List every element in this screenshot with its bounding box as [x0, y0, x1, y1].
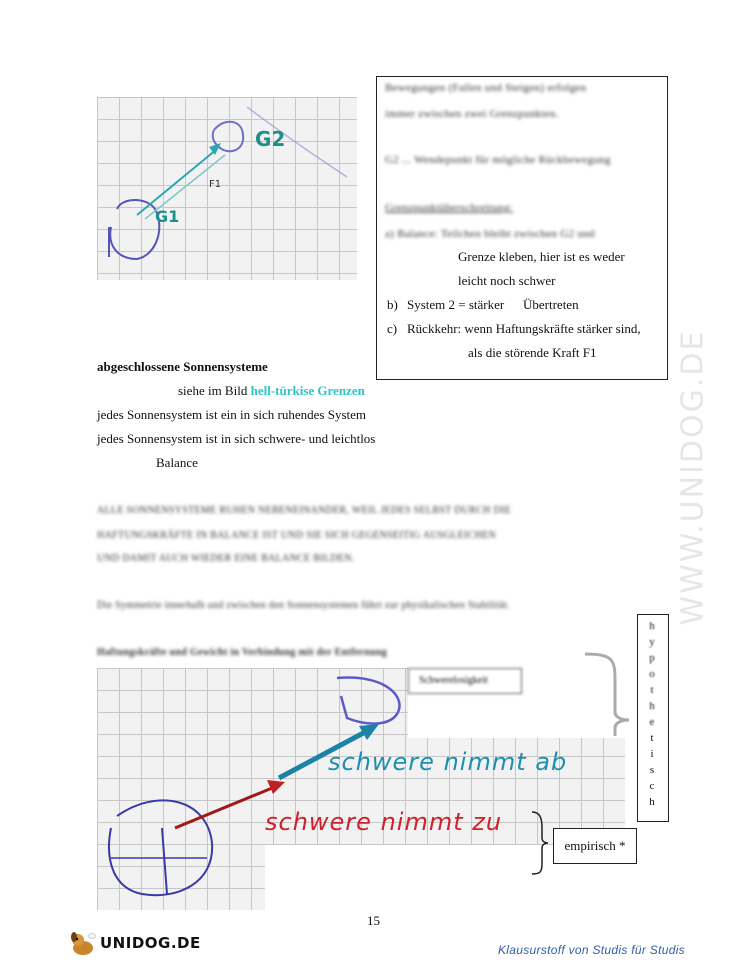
hypothetisch-letter: y: [649, 636, 655, 648]
box-blur-line: G2 ... Wendepunkt für mögliche Rückbewegung: [385, 154, 611, 166]
section-line-1-prefix: siehe im Bild: [178, 383, 251, 398]
hypothetisch-letter: t: [650, 684, 654, 696]
brace-empirisch: [530, 810, 550, 876]
hypothetisch-letter: i: [650, 748, 654, 760]
box-blur-line: a) Balance: Teilchen bleibt zwischen G2 und: [385, 228, 595, 240]
box-line-b-text: System 2 = stärker: [407, 297, 505, 312]
section-line-1: [178, 379, 365, 403]
figure-1-photo: [97, 97, 357, 280]
box-line-c-text: Rückkehr: wenn Haftungskräfte stärker sind,: [407, 321, 641, 336]
box-line-b-extra: Übertreten: [523, 297, 579, 312]
empirisch-box: [553, 828, 637, 864]
figure-1-drawing: [97, 97, 357, 280]
footer-logo-text: UNIDOG.DE: [100, 934, 201, 952]
section-heading: abgeschlossene Sonnensysteme: [97, 359, 268, 374]
hypothetisch-letters: [637, 618, 667, 810]
blurred-subheading: Haftungskräfte und Gewicht in Verbindung mit der Entfernung: [97, 647, 388, 658]
section-line-2: jedes Sonnensystem ist ein in sich ruhendes System: [97, 407, 367, 422]
brace-hypothetisch: [583, 650, 633, 740]
footer-tagline: Klausurstoff von Studis für Studis: [498, 943, 685, 957]
figure-1-label-f1: F1: [209, 179, 222, 190]
box-line-a-cont1: Grenze kleben, hier ist es weder: [458, 249, 625, 264]
hypothetisch-letter: t: [650, 732, 654, 744]
footer-logo: [68, 928, 201, 958]
hypothetisch-letter: h: [649, 700, 655, 712]
section-line-1-highlight: hell-türkise Grenzen: [250, 383, 365, 398]
box-line-c-cont: als die störende Kraft F1: [468, 345, 597, 360]
blurred-paragraph-line: UND DAMIT AUCH WIEDER EINE BALANCE BILDEN.: [97, 553, 355, 564]
hypothetisch-letter: h: [649, 620, 655, 632]
dog-icon: [68, 928, 98, 958]
box-line-b-marker: b): [387, 297, 398, 312]
watermark-text: WWW.UNIDOG.DE: [675, 329, 711, 626]
hypothetisch-letter: h: [649, 796, 655, 808]
box-blur-line: Grenzpunktüberschreitung:: [385, 202, 513, 214]
blurred-paragraph-line: Die Symmetrie innerhalb und zwischen den Sonnensystemen führt zur physikalischen Stabilität.: [97, 600, 510, 611]
empirisch-label: empirisch *: [564, 838, 626, 853]
hypothetisch-letter: e: [649, 716, 655, 728]
hypothetisch-letter: s: [649, 764, 655, 776]
hypothetisch-letter: p: [649, 652, 655, 664]
blurred-paragraph-line: HAFTUNGSKRÄFTE IN BALANCE IST UND SIE SICH GEGENSEITIG AUSGLEICHEN: [97, 530, 497, 541]
schwerelosigkeit-label: Schwerelosigkeit: [419, 675, 488, 686]
page-number: 15: [367, 913, 380, 928]
schwerelosigkeit-box: [408, 668, 522, 694]
hypothetisch-letter: c: [649, 780, 655, 792]
figure-1-label-g1: G1: [155, 207, 180, 226]
section-line-4: Balance: [156, 455, 198, 470]
box-line-a-cont2: leicht noch schwer: [458, 273, 556, 288]
box-blur-line: Bewegungen (Fallen und Steigen) erfolgen: [385, 82, 587, 94]
box-line-c-marker: c): [387, 321, 398, 336]
handwriting-schwere-ab: schwere nimmt ab: [328, 748, 568, 776]
section-line-3: jedes Sonnensystem ist in sich schwere- und leichtlos: [97, 431, 376, 446]
watermark: [675, 260, 711, 680]
blurred-paragraph-line: ALLE SONNENSYSTEME RUHEN NEBENEINANDER, WEIL JEDES SELBST DURCH DIE: [97, 505, 512, 516]
hypothetisch-letter: o: [649, 668, 655, 680]
figure-1-label-g2: G2: [255, 127, 286, 151]
box-blur-line: immer zwischen zwei Grenzpunkten.: [385, 108, 559, 120]
handwriting-schwere-zu: schwere nimmt zu: [265, 808, 503, 836]
